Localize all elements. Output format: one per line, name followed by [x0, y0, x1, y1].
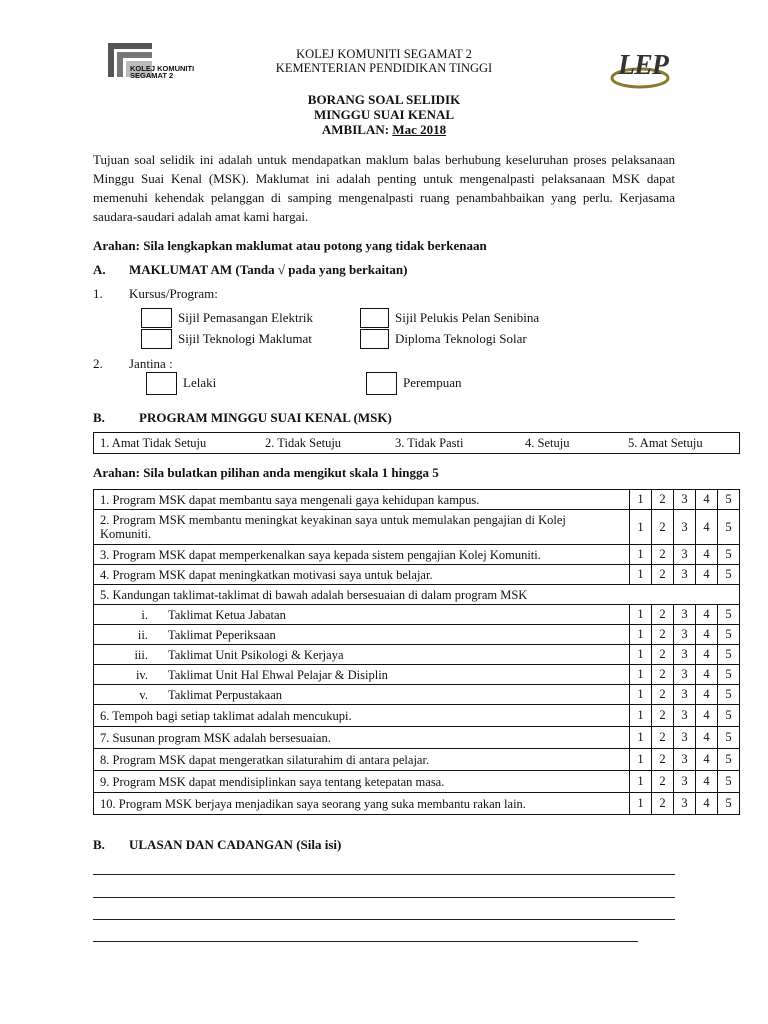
table-row — [94, 705, 740, 727]
table-row — [94, 771, 740, 793]
comment-line-3[interactable] — [93, 919, 675, 920]
table-row — [94, 749, 740, 771]
option-4[interactable]: 4 — [696, 490, 718, 510]
q1-number: 1. — [93, 286, 103, 301]
question-text: 4. Program MSK dapat meningkatkan motivasi saya untuk belajar. — [94, 565, 630, 585]
sub-item — [94, 625, 630, 645]
scale-3: 3. Tidak Pasti — [395, 436, 464, 450]
question-text: 7. Susunan program MSK adalah bersesuaian. — [94, 727, 630, 749]
section-a-letter: A. — [93, 262, 106, 277]
q1-label: Kursus/Program: — [129, 286, 218, 301]
option-5[interactable]: 5 — [718, 565, 740, 585]
section-b-title: PROGRAM MINGGU SUAI KENAL (MSK) — [139, 410, 392, 425]
option-4[interactable]: 4 — [696, 793, 718, 815]
table-row — [94, 727, 740, 749]
sub-item — [94, 685, 630, 705]
question-text: 1. Program MSK dapat membantu saya mengenali gaya kehidupan kampus. — [94, 490, 630, 510]
table-row — [94, 625, 740, 645]
logo-text-2: SEGAMAT 2 — [130, 71, 174, 80]
option-5[interactable]: 5 — [718, 727, 740, 749]
question-text: 10. Program MSK berjaya menjadikan saya seorang yang suka membantu rakan lain. — [94, 793, 630, 815]
gender-checkbox-female[interactable] — [366, 372, 397, 395]
option-2[interactable]: 2 — [652, 565, 674, 585]
option-3[interactable]: 3 — [674, 727, 696, 749]
comment-line-2[interactable] — [93, 897, 675, 898]
option-2[interactable]: 2 — [652, 625, 674, 645]
option-4[interactable]: 4 — [696, 645, 718, 665]
option-4[interactable]: 4 — [696, 727, 718, 749]
instruction-circle: Arahan: Sila bulatkan pilihan anda mengikut skala 1 hingga 5 — [93, 465, 439, 480]
option-2[interactable]: 2 — [652, 793, 674, 815]
option-3[interactable]: 3 — [674, 771, 696, 793]
table-row — [94, 585, 740, 605]
option-5[interactable]: 5 — [718, 605, 740, 625]
option-3[interactable]: 3 — [674, 749, 696, 771]
option-3[interactable]: 3 — [674, 705, 696, 727]
section-a-title: MAKLUMAT AM (Tanda √ pada yang berkaitan) — [129, 262, 408, 277]
option-3[interactable]: 3 — [674, 645, 696, 665]
sub-item-text: Taklimat Perpustakaan — [168, 687, 283, 702]
table-row — [94, 665, 740, 685]
option-4[interactable]: 4 — [696, 771, 718, 793]
sub-item-number: iv. — [135, 667, 148, 682]
option-3[interactable]: 3 — [674, 490, 696, 510]
gender-checkbox-male[interactable] — [146, 372, 177, 395]
course-label-solar: Diploma Teknologi Solar — [395, 331, 527, 346]
institution-name: KOLEJ KOMUNITI SEGAMAT 2 — [296, 47, 472, 61]
option-5[interactable]: 5 — [718, 793, 740, 815]
option-2[interactable]: 2 — [652, 605, 674, 625]
option-1[interactable]: 1 — [630, 510, 652, 545]
sub-item — [94, 605, 630, 625]
question-text: 5. Kandungan taklimat-taklimat di bawah adalah bersesuaian di dalam program MSK — [94, 585, 740, 605]
gender-label-male: Lelaki — [183, 375, 217, 390]
section-c-title: ULASAN DAN CADANGAN (Sila isi) — [129, 837, 342, 852]
table-row — [94, 793, 740, 815]
course-checkbox-teknologi-maklumat[interactable] — [141, 329, 172, 349]
q2-label: Jantina : — [129, 356, 173, 371]
option-3[interactable]: 3 — [674, 605, 696, 625]
option-2[interactable]: 2 — [652, 749, 674, 771]
option-4[interactable]: 4 — [696, 510, 718, 545]
q2-number: 2. — [93, 356, 103, 371]
intake-value: Mac 2018 — [392, 122, 447, 137]
intake-label: AMBILAN: — [321, 122, 393, 137]
instruction-fill: Arahan: Sila lengkapkan maklumat atau potong yang tidak berkenaan — [93, 238, 487, 253]
option-5[interactable]: 5 — [718, 645, 740, 665]
table-row — [94, 510, 740, 545]
sub-item-number: v. — [139, 687, 148, 702]
option-3[interactable]: 3 — [674, 565, 696, 585]
option-5[interactable]: 5 — [718, 749, 740, 771]
question-text: 2. Program MSK membantu meningkat keyakinan saya untuk memulakan pengajian di Kolej Komuniti. — [94, 510, 630, 545]
option-3[interactable]: 3 — [674, 685, 696, 705]
option-4[interactable]: 4 — [696, 705, 718, 727]
scale-1: 1. Amat Tidak Setuju — [100, 436, 207, 450]
option-1[interactable]: 1 — [630, 490, 652, 510]
table-row — [94, 605, 740, 625]
comment-line-4[interactable] — [93, 941, 638, 942]
option-3[interactable]: 3 — [674, 545, 696, 565]
option-4[interactable]: 4 — [696, 625, 718, 645]
option-2[interactable]: 2 — [652, 771, 674, 793]
option-3[interactable]: 3 — [674, 793, 696, 815]
option-5[interactable]: 5 — [718, 771, 740, 793]
course-label-elektrik: Sijil Pemasangan Elektrik — [178, 310, 314, 325]
question-text: 6. Tempoh bagi setiap taklimat adalah mencukupi. — [94, 705, 630, 727]
option-1[interactable]: 1 — [630, 605, 652, 625]
option-1[interactable]: 1 — [630, 727, 652, 749]
sub-item — [94, 645, 630, 665]
table-row — [94, 685, 740, 705]
option-2[interactable]: 2 — [652, 705, 674, 727]
option-2[interactable]: 2 — [652, 727, 674, 749]
sub-item-number: i. — [141, 607, 148, 622]
ministry-name: KEMENTERIAN PENDIDIKAN TINGGI — [275, 61, 493, 75]
comment-line-1[interactable] — [93, 874, 675, 875]
intro-paragraph: Tujuan soal selidik ini adalah untuk mendapatkan maklum balas berhubung keseluruhan proses pelaksanaan Minggu Suai Kenal (MSK). Maklumat ini adalah penting untuk mengenalpasti pelaksanaan MSK dapat memenuhi kehendak pelanggan di samping mengenalpasti ruang penambahbaikan yang perlu. Kerjasama saudara-saudari adalah amat kami hargai. — [93, 152, 675, 224]
option-2[interactable]: 2 — [652, 510, 674, 545]
question-text: 3. Program MSK dapat memperkenalkan saya kepada sistem pengajian Kolej Komuniti. — [94, 545, 630, 565]
option-4[interactable]: 4 — [696, 665, 718, 685]
sub-item-text: Taklimat Unit Psikologi & Kerjaya — [168, 647, 344, 662]
sub-item-number: iii. — [134, 647, 148, 662]
option-4[interactable]: 4 — [696, 565, 718, 585]
option-5[interactable]: 5 — [718, 625, 740, 645]
sub-item-text: Taklimat Peperiksaan — [168, 627, 276, 642]
scale-4: 4. Setuju — [525, 436, 570, 450]
option-1[interactable]: 1 — [630, 665, 652, 685]
option-1[interactable]: 1 — [630, 565, 652, 585]
option-4[interactable]: 4 — [696, 545, 718, 565]
option-3[interactable]: 3 — [674, 625, 696, 645]
option-1[interactable]: 1 — [630, 793, 652, 815]
sub-item-text: Taklimat Unit Hal Ehwal Pelajar & Disiplin — [168, 667, 388, 682]
option-1[interactable]: 1 — [630, 625, 652, 645]
course-checkbox-solar[interactable] — [360, 329, 389, 349]
sub-item-number: ii. — [137, 627, 148, 642]
option-5[interactable]: 5 — [718, 685, 740, 705]
option-5[interactable]: 5 — [718, 490, 740, 510]
option-5[interactable]: 5 — [718, 665, 740, 685]
option-1[interactable]: 1 — [630, 749, 652, 771]
question-text: 9. Program MSK dapat mendisiplinkan saya tentang ketepatan masa. — [94, 771, 630, 793]
question-text: 8. Program MSK dapat mengeratkan silaturahim di antara pelajar. — [94, 749, 630, 771]
option-2[interactable]: 2 — [652, 545, 674, 565]
section-c-letter: B. — [93, 837, 105, 852]
logo-text-1: KOLEJ KOMUNITI — [130, 64, 195, 73]
option-4[interactable]: 4 — [696, 749, 718, 771]
option-2[interactable]: 2 — [652, 490, 674, 510]
option-5[interactable]: 5 — [718, 545, 740, 565]
form-title: BORANG SOAL SELIDIK — [307, 92, 461, 107]
questionnaire-table — [93, 489, 740, 815]
option-1[interactable]: 1 — [630, 705, 652, 727]
option-4[interactable]: 4 — [696, 685, 718, 705]
sub-item — [94, 665, 630, 685]
option-5[interactable]: 5 — [718, 705, 740, 727]
option-1[interactable]: 1 — [630, 645, 652, 665]
option-3[interactable]: 3 — [674, 665, 696, 685]
gender-label-female: Perempuan — [403, 375, 462, 390]
option-5[interactable]: 5 — [718, 510, 740, 545]
form-subtitle: MINGGU SUAI KENAL — [313, 107, 455, 122]
option-2[interactable]: 2 — [652, 665, 674, 685]
table-row — [94, 565, 740, 585]
course-label-teknologi-maklumat: Sijil Teknologi Maklumat — [178, 331, 312, 346]
course-checkbox-elektrik[interactable] — [141, 308, 172, 328]
option-2[interactable]: 2 — [652, 685, 674, 705]
option-1[interactable]: 1 — [630, 545, 652, 565]
scale-5: 5. Amat Setuju — [628, 436, 703, 450]
sub-item-text: Taklimat Ketua Jabatan — [168, 607, 286, 622]
option-2[interactable]: 2 — [652, 645, 674, 665]
table-row — [94, 645, 740, 665]
scale-2: 2. Tidak Setuju — [265, 436, 342, 450]
rating-scale-legend — [93, 432, 740, 454]
lep-logo-text: LEP — [618, 50, 668, 81]
table-row — [94, 545, 740, 565]
option-1[interactable]: 1 — [630, 685, 652, 705]
section-b-letter: B. — [93, 410, 105, 425]
option-3[interactable]: 3 — [674, 510, 696, 545]
table-row — [94, 490, 740, 510]
option-4[interactable]: 4 — [696, 605, 718, 625]
option-1[interactable]: 1 — [630, 771, 652, 793]
intake-line — [0, 122, 768, 137]
course-checkbox-pelukis[interactable] — [360, 308, 389, 328]
course-label-pelukis: Sijil Pelukis Pelan Senibina — [395, 310, 540, 325]
